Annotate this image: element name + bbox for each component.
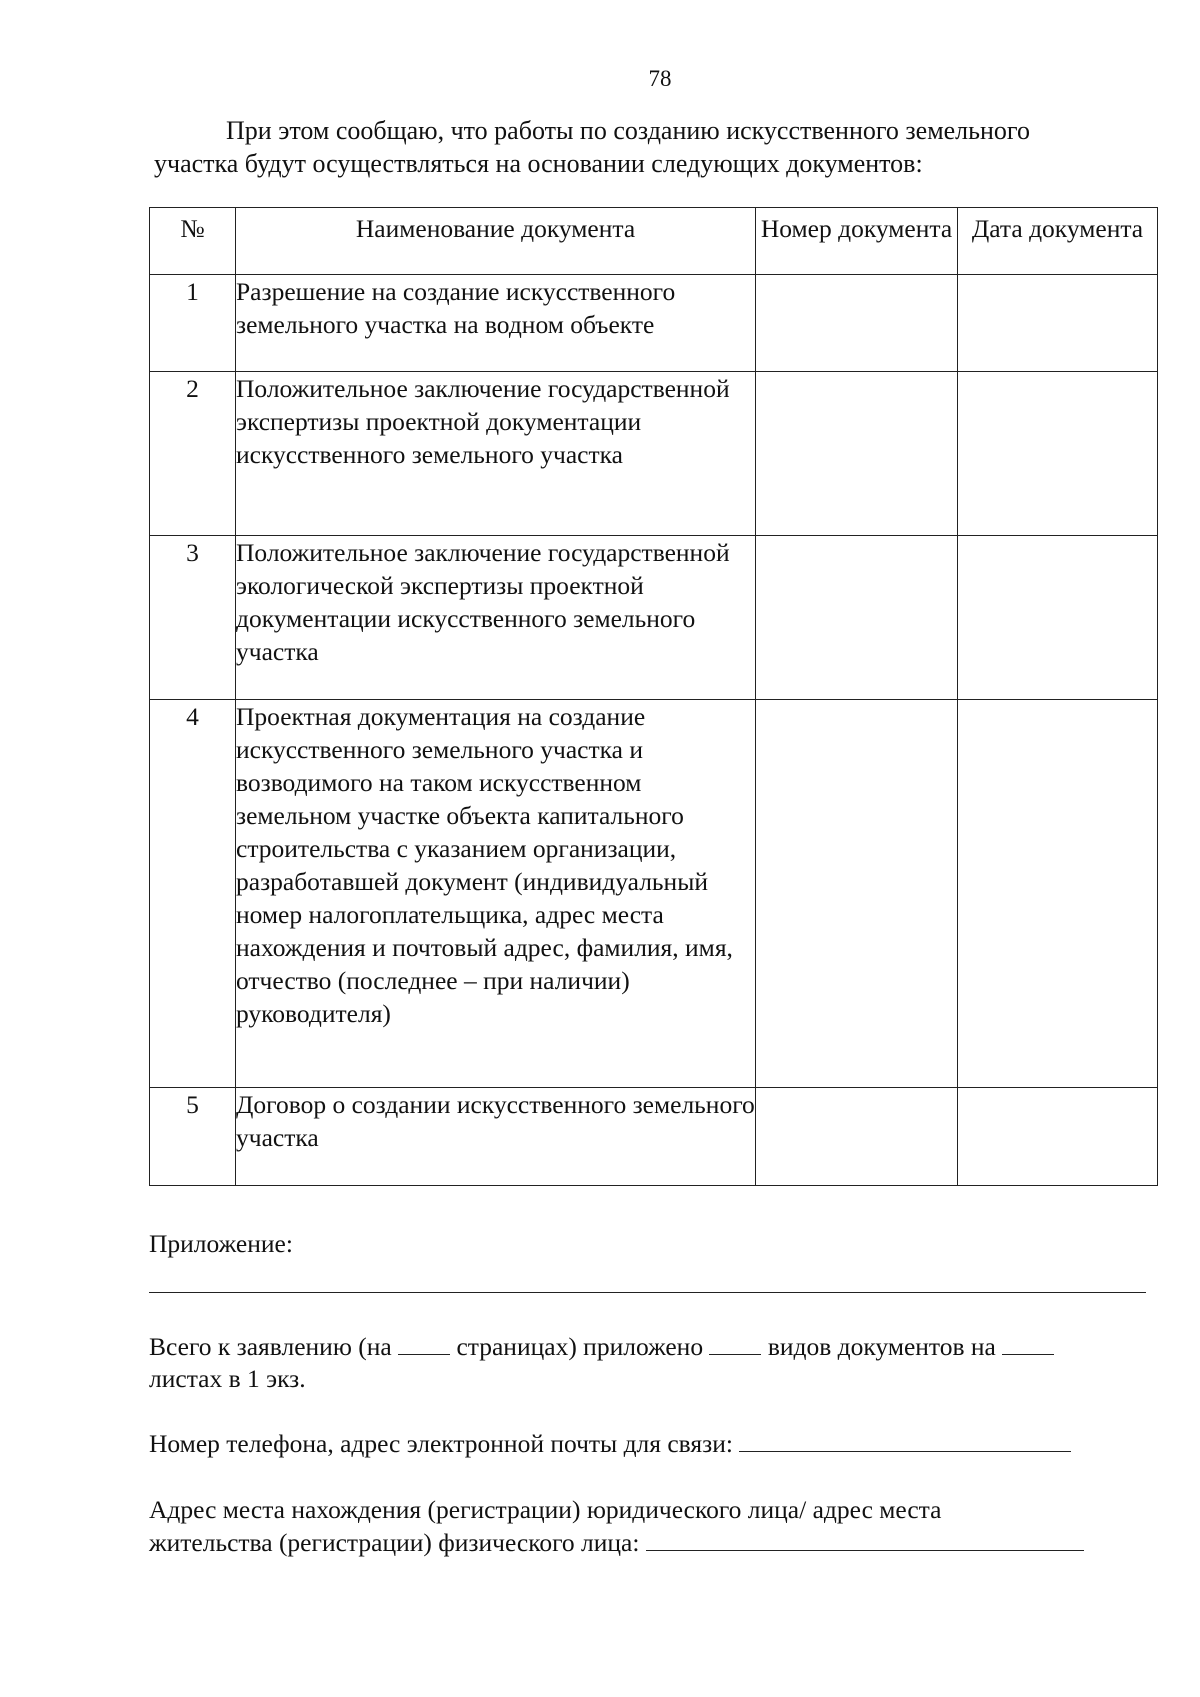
row-document-name: Договор о создании искусственного земельного участка [236,1088,756,1186]
header-doc-number: Номер документа [756,208,958,275]
sheets-count-blank[interactable] [1002,1330,1054,1355]
row-doc-number-cell[interactable] [756,536,958,700]
table-header-row [150,208,1158,275]
row-doc-date-cell[interactable] [958,536,1158,700]
document-types-count-blank[interactable] [709,1330,761,1355]
row-num: 4 [150,700,236,1088]
intro-text: При этом сообщаю, что работы по созданию искусственного земельного участка будут осуществляться на основании следующих документов: [154,116,1030,178]
row-num: 3 [150,536,236,700]
row-num: 5 [150,1088,236,1186]
total-text-1: Всего к заявлению (на [149,1332,392,1361]
documents-table [149,207,1158,1186]
contact-line [149,1427,1149,1460]
page-number: 78 [648,66,672,91]
row-doc-number-cell[interactable] [756,372,958,536]
row-doc-date-cell[interactable] [958,372,1158,536]
row-document-name: Разрешение на создание искусственного земельного участка на водном объекте [236,275,756,372]
intro-paragraph [154,114,1114,180]
row-doc-date-cell[interactable] [958,1088,1158,1186]
row-doc-date-cell[interactable] [958,275,1158,372]
header-num: № [150,208,236,275]
total-attachments-statement [149,1330,1149,1395]
header-doc-date: Дата документа [958,208,1158,275]
address-label-line2: жительства (регистрации) физического лица: [149,1528,640,1557]
phone-email-label: Номер телефона, адрес электронной почты для связи: [149,1429,733,1458]
total-text-3: видов документов на [767,1332,996,1361]
row-doc-number-cell[interactable] [756,1088,958,1186]
appendix-blank-line[interactable] [149,1292,1146,1293]
row-doc-number-cell[interactable] [756,275,958,372]
table-row [150,700,1158,1088]
address-blank[interactable] [646,1526,1084,1551]
row-doc-date-cell[interactable] [958,700,1158,1088]
table-row [150,1088,1158,1186]
total-text-2: страницах) приложено [456,1332,704,1361]
row-num: 2 [150,372,236,536]
row-doc-number-cell[interactable] [756,700,958,1088]
row-document-name: Положительное заключение государственной экологической экспертизы проектной документации искусственного земельного участка [236,536,756,700]
row-num: 1 [150,275,236,372]
total-text-4: листах в 1 экз. [149,1364,306,1393]
row-document-name: Проектная документация на создание искусственного земельного участка и возводимого на таком искусственном земельном участке объекта капитального строительства с указанием организации, разработавшей документ (индивидуальный номер налогоплательщика, адрес места нахождения и почтовый адрес, фамилия, имя, отчество (последнее – при наличии) руководителя) [236,700,756,1088]
table-row [150,372,1158,536]
address-line [149,1494,1149,1559]
table-row [150,536,1158,700]
phone-email-blank[interactable] [739,1427,1071,1452]
address-label-line1: Адрес места нахождения (регистрации) юридического лица/ адрес места [149,1495,942,1524]
pages-count-blank[interactable] [398,1330,450,1355]
appendix-label: Приложение: [149,1229,293,1258]
row-document-name: Положительное заключение государственной экспертизы проектной документации искусственного земельного участка [236,372,756,536]
table-row [150,275,1158,372]
header-name: Наименование документа [236,208,756,275]
